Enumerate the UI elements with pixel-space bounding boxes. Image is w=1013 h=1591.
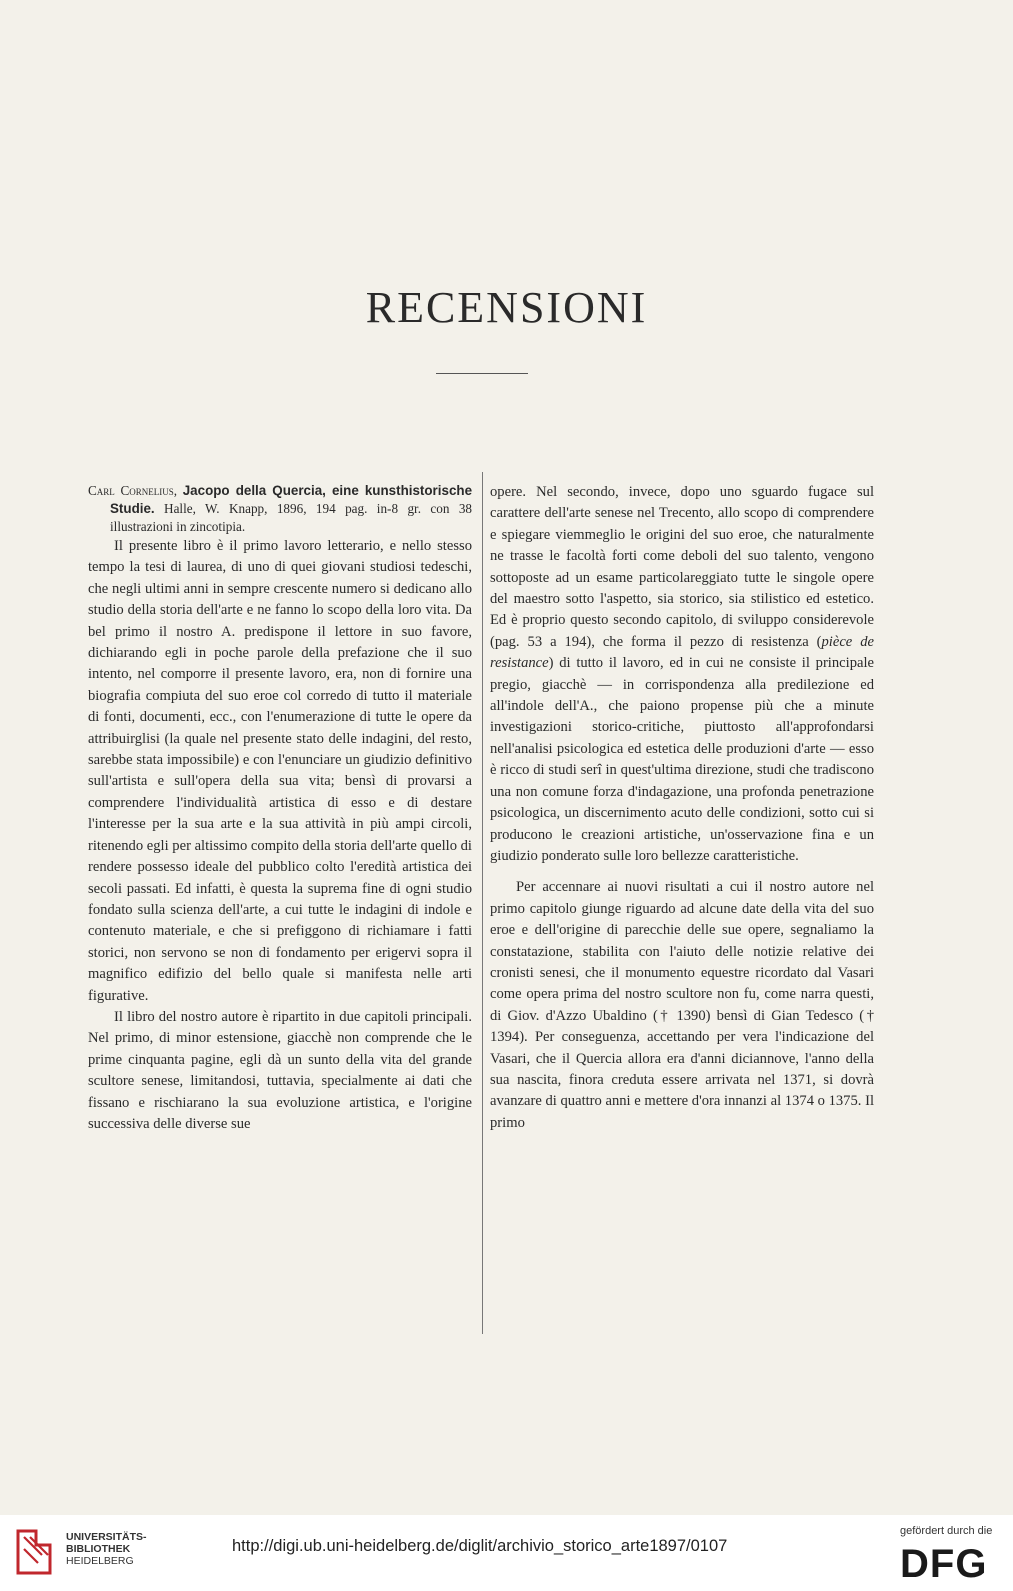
bibliographic-entry [88, 482, 472, 536]
library-name-line: UNIVERSITÄTS- [66, 1531, 147, 1543]
paragraph: Il libro del nostro autore è ripartito in due capitoli principali. Nel primo, di minor estensione, giacchè non comprende che le prime cinquanta pagine, egli dà un sunto della vita del grande scultore senese, limitandosi, tuttavia, specialmente ai dati che fissano e rischiarano la sua evoluzione artistica, e l'origine successiva delle diverse sue [88, 1008, 472, 1132]
library-name [66, 1531, 147, 1567]
paragraph: Il presente libro è il primo lavoro letterario, e nello stesso tempo la tesi di laurea, di uno di quei giovani studiosi tedeschi, che negli ultimi anni in sempre crescente numero si dedicano allo studio della storia dell'arte e ne fanno lo scopo della loro vita. Da bel primo il nostro A. predispone il lettore in suo favore, dichiarando egli in poche parole della prefazione che il suo intento, nel comporre il presente lavoro, era, non di fornire una biografia compiuta del suo eroe col corredo di tutto il materiale di fonti, documenti, ecc., con l'enumerazione di tutte le opere da attribuirglisi (la quale nel presente stato delle indagini, del resto, sarebbe stata impossibile) e con l'enunciare un giudizio definitivo sull'artista e sull'opera della sua vita; bensì di provarsi a comprendere l'individualità artistica di esso e di destare l'interesse per la sua arte e la sua attività in più ampi circoli, ritenendo egli per altissimo compito della storia dell'arte quello di rendere possesso ideale del pubblico colto l'eredità artistica dei secoli passati. Ed infatti, è questa la suprema fine di ogni studio fondato sulla scienza dell'arte, a cui tutte le indagini di indole e contenuto materiale, e che si prefiggono di richiamare i fatti storici, non servono se non di fondamento per erigervi sopra il magnifico edifizio del bello quale si manifesta nelle arti figurative. [88, 538, 472, 1004]
dfg-logo-icon [898, 1539, 1002, 1583]
italic-phrase: pièce de resistance [490, 633, 874, 672]
column-separator [482, 472, 483, 1334]
page-title: RECENSIONI [365, 283, 648, 332]
library-logo-icon [14, 1527, 60, 1577]
publication-info: Halle, W. Knapp, 1896, 194 pag. in-8 gr. con 38 illustrazioni in zincotipia. [110, 501, 473, 534]
source-url[interactable]: http://digi.ub.uni-heidelberg.de/diglit/archivio_storico_arte1897/0107 [232, 1537, 728, 1555]
paragraph [490, 482, 874, 867]
right-column [490, 482, 874, 1134]
review-author: Carl Cornelius, [88, 483, 178, 498]
title-rule [436, 373, 528, 374]
footer-bar [0, 1515, 1013, 1591]
paragraph-text: ) di tutto il lavoro, ed in cui ne consiste il principale pregio, giacchè — in corrispondenza alla predilezione ed all'indole dell'A., che paiono propense più che a minute investigazioni storico-critiche, piuttosto all'approfondarsi nell'analisi psicologica ed estetica delle produzioni d'arte — esso è ricco di studi serî in quest'ultima direzione, studi che tradiscono una non comune forza d'indagazione, una profonda penetrazione psicologica, un discernimento acuto delle condizioni, sotto cui si producono le creazioni artistiche, un'osservazione fina e un giudizio ponderato sulle loro bellezze caratteristiche. [490, 655, 874, 864]
paragraph-text: opere. Nel secondo, invece, dopo uno sguardo fugace sul carattere dell'arte senese nel Trecento, allo scopo di comprendere e spiegare viemmeglio le origini del suo eroe, che naturalmente ne trasse le facoltà forti come deboli del suo talento, vengono sottoposte ad un esame particolareggiato tutte le singole opere del maestro sotto l'aspetto, sia storico, sia stilistico ed estetico. Ed è proprio questo secondo capitolo, di sviluppo considerevole (pag. 53 a 194), che forma il pezzo di resistenza ( [490, 484, 874, 650]
book-title: Jacopo della Quercia, eine kunsthistorische Studie. [110, 483, 473, 516]
funded-by-label: gefördert durch die [900, 1525, 993, 1537]
library-name-line: BIBLIOTHEK [66, 1543, 131, 1555]
paragraph: Per accennare ai nuovi risultati a cui il nostro autore nel primo capitolo giunge riguardo ad alcune date della vita del suo eroe e dell'origine di parecchie delle sue opere, segnaliamo la constatazione, stabilita con l'aiuto delle notizie relative dei cronisti senesi, che il monumento equestre ricordato dal Vasari come opera prima del nostro scultore non fu, come narra questi, di Giov. d'Azzo Ubaldino († 1390) bensì di Gian Tedesco († 1394). Per conseguenza, accettando per vera l'indicazione del Vasari, che il Quercia allora era d'anni diciannove, l'anno della sua nascita, finora creduta essere arrivata nel 1371, si dovrà avanzare di quattro anni e mettere d'ora innanzi al 1374 o 1375. Il primo [490, 879, 874, 1131]
library-name-line: HEIDELBERG [66, 1555, 134, 1567]
dfg-logo-text: DFG [900, 1542, 988, 1583]
left-column [88, 482, 472, 1135]
